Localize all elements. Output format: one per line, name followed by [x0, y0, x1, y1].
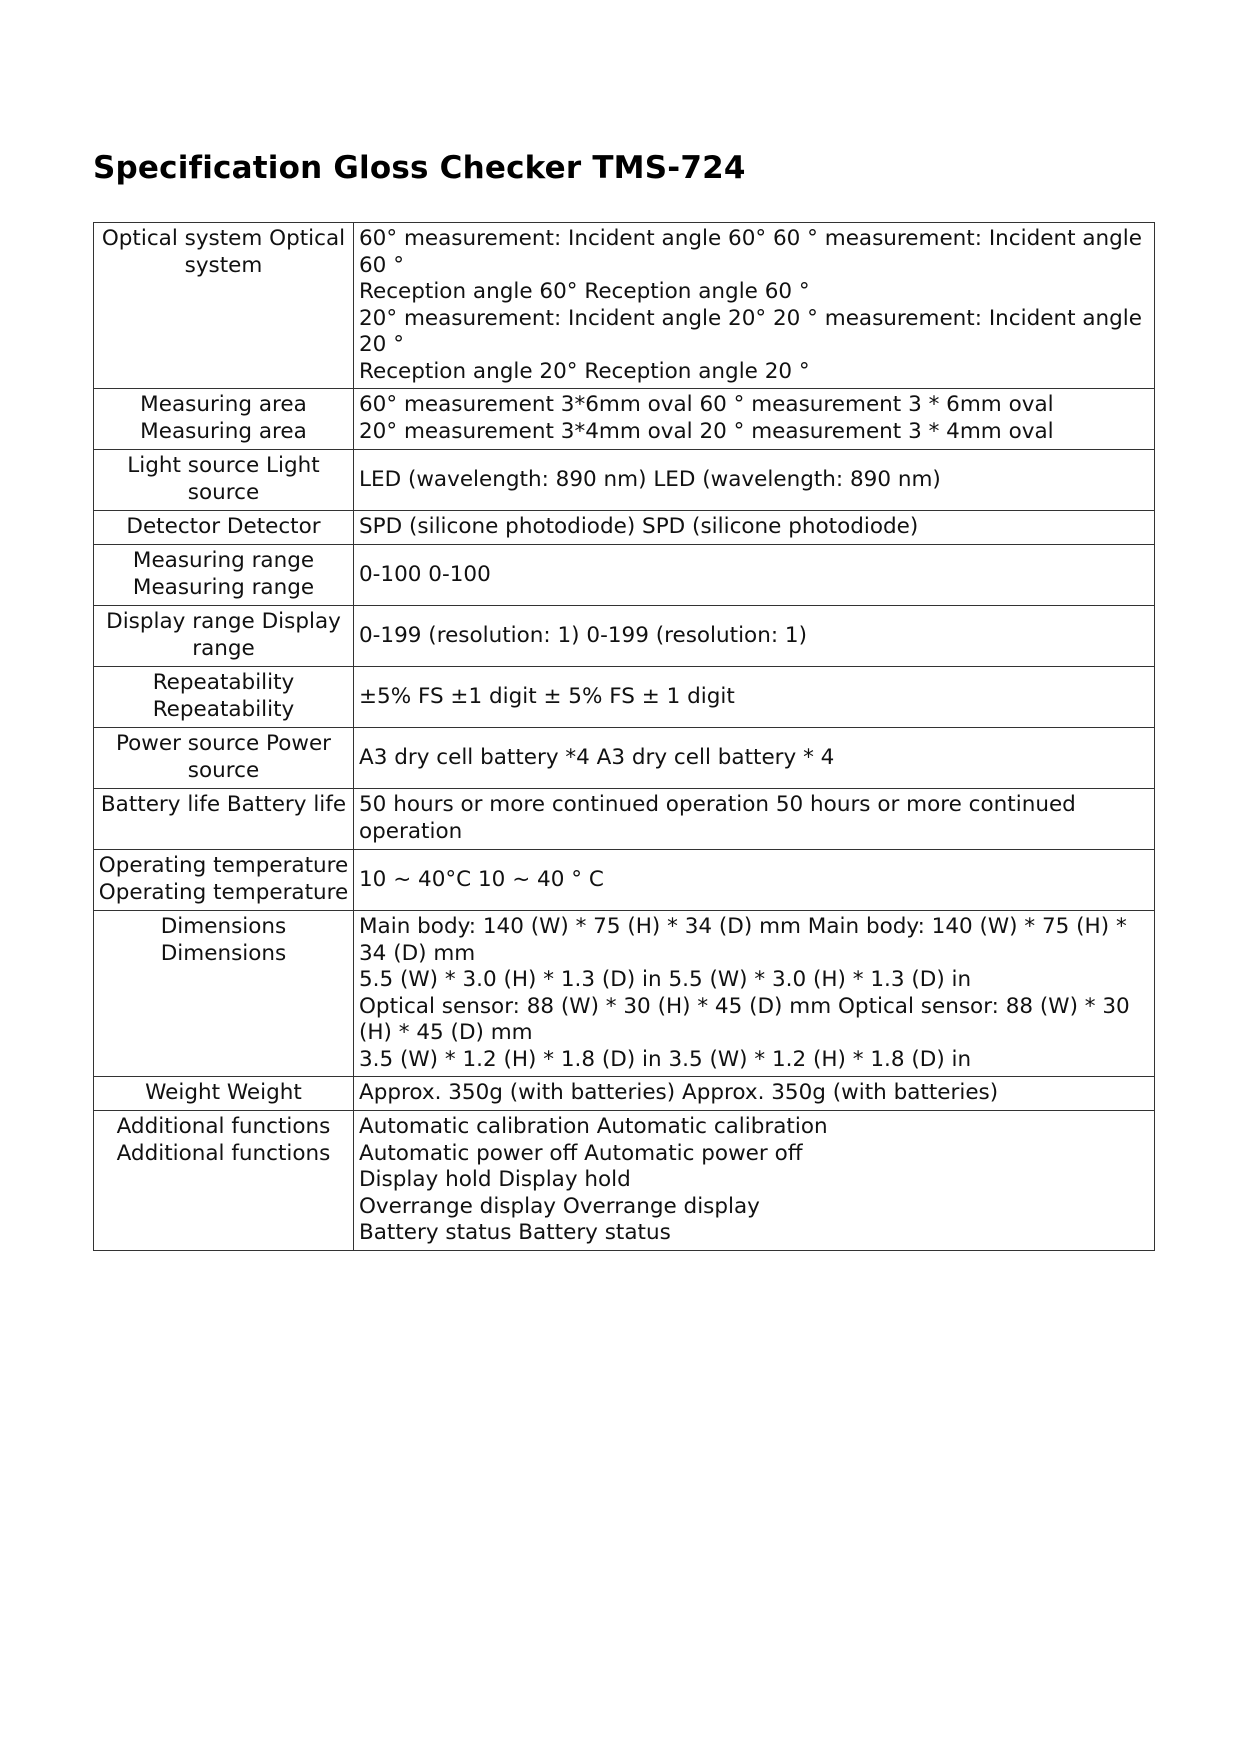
spec-row-operating-temperature	[94, 850, 1155, 911]
spec-label: Battery life Battery life	[94, 789, 354, 850]
spec-value-line: Battery status Battery status	[359, 1220, 671, 1245]
spec-value	[354, 1111, 1155, 1251]
spec-value	[354, 511, 1155, 545]
spec-value	[354, 1077, 1155, 1111]
spec-row-dimensions	[94, 911, 1155, 1077]
spec-value	[354, 728, 1155, 789]
spec-label: Repeatability Repeatability	[94, 667, 354, 728]
spec-value-line: Approx. 350g (with batteries) Approx. 350g (with batteries)	[359, 1080, 999, 1105]
spec-value-line: 10 ~ 40°C 10 ~ 40 ° C	[359, 867, 604, 893]
spec-row-measuring-area	[94, 389, 1155, 450]
spec-value-line: 3.5 (W) * 1.2 (H) * 1.8 (D) in 3.5 (W) * 1.2 (H) * 1.8 (D) in	[359, 1046, 972, 1072]
spec-value-line: Optical sensor: 88 (W) * 30 (H) * 45 (D) mm Optical sensor: 88 (W) * 30 (H) * 45 (D) mm	[359, 993, 1130, 1045]
spec-value	[354, 545, 1155, 606]
spec-value	[354, 606, 1155, 667]
spec-value-line: 60° measurement 3*6mm oval 60 ° measurement 3 * 6mm oval	[359, 392, 1054, 417]
spec-value-line: Overrange display Overrange display	[359, 1193, 760, 1219]
spec-value-line: Automatic power off Automatic power off	[359, 1140, 803, 1166]
spec-value-line: 20° measurement 3*4mm oval 20 ° measurement 3 * 4mm oval	[359, 418, 1054, 444]
spec-row-optical-system	[94, 223, 1155, 389]
page-title: Specification Gloss Checker TMS-724	[93, 150, 746, 186]
spec-row-detector	[94, 511, 1155, 545]
spec-value-line: Reception angle 60° Reception angle 60 °	[359, 279, 810, 304]
spec-value-line: ±5% FS ±1 digit ± 5% FS ± 1 digit	[359, 684, 735, 710]
spec-value-line: 5.5 (W) * 3.0 (H) * 1.3 (D) in 5.5 (W) * 3.0 (H) * 1.3 (D) in	[359, 967, 972, 992]
spec-value-line: 0-199 (resolution: 1) 0-199 (resolution: 1)	[359, 623, 807, 649]
spec-label: Weight Weight	[94, 1077, 354, 1111]
spec-label: Detector Detector	[94, 511, 354, 545]
spec-value-line: SPD (silicone photodiode) SPD (silicone photodiode)	[359, 514, 919, 539]
spec-row-repeatability	[94, 667, 1155, 728]
spec-row-light-source	[94, 450, 1155, 511]
spec-value-line: Display hold Display hold	[359, 1167, 631, 1192]
spec-row-weight	[94, 1077, 1155, 1111]
spec-label: Dimensions Dimensions	[94, 911, 354, 1077]
spec-value	[354, 850, 1155, 911]
spec-label: Light source Light source	[94, 450, 354, 511]
spec-value-line: 60° measurement: Incident angle 60° 60 ° measurement: Incident angle 60 °	[359, 226, 1142, 278]
spec-label: Operating temperature Operating temperature	[94, 850, 354, 911]
spec-value	[354, 789, 1155, 850]
spec-label: Display range Display range	[94, 606, 354, 667]
spec-table	[93, 222, 1155, 1251]
spec-label: Measuring area Measuring area	[94, 389, 354, 450]
spec-row-measuring-range	[94, 545, 1155, 606]
spec-value-line: LED (wavelength: 890 nm) LED (wavelength: 890 nm)	[359, 467, 941, 493]
spec-value-line: A3 dry cell battery *4 A3 dry cell battery * 4	[359, 745, 835, 771]
spec-row-additional-functions	[94, 1111, 1155, 1251]
spec-value-line: Automatic calibration Automatic calibration	[359, 1114, 828, 1139]
spec-value-line: 20° measurement: Incident angle 20° 20 ° measurement: Incident angle 20 °	[359, 305, 1142, 357]
spec-value	[354, 223, 1155, 389]
spec-label: Additional functions Additional functions	[94, 1111, 354, 1251]
spec-label: Measuring range Measuring range	[94, 545, 354, 606]
spec-value	[354, 911, 1155, 1077]
spec-value-line: Main body: 140 (W) * 75 (H) * 34 (D) mm Main body: 140 (W) * 75 (H) * 34 (D) mm	[359, 914, 1127, 966]
spec-value	[354, 450, 1155, 511]
spec-label: Power source Power source	[94, 728, 354, 789]
spec-row-power-source	[94, 728, 1155, 789]
spec-value-line: Reception angle 20° Reception angle 20 °	[359, 358, 810, 384]
spec-row-display-range	[94, 606, 1155, 667]
spec-value-line: 0-100 0-100	[359, 562, 491, 588]
spec-value	[354, 389, 1155, 450]
spec-label: Optical system Optical system	[94, 223, 354, 389]
spec-value	[354, 667, 1155, 728]
spec-value-line: 50 hours or more continued operation 50 hours or more continued operation	[359, 792, 1076, 844]
spec-row-battery-life	[94, 789, 1155, 850]
